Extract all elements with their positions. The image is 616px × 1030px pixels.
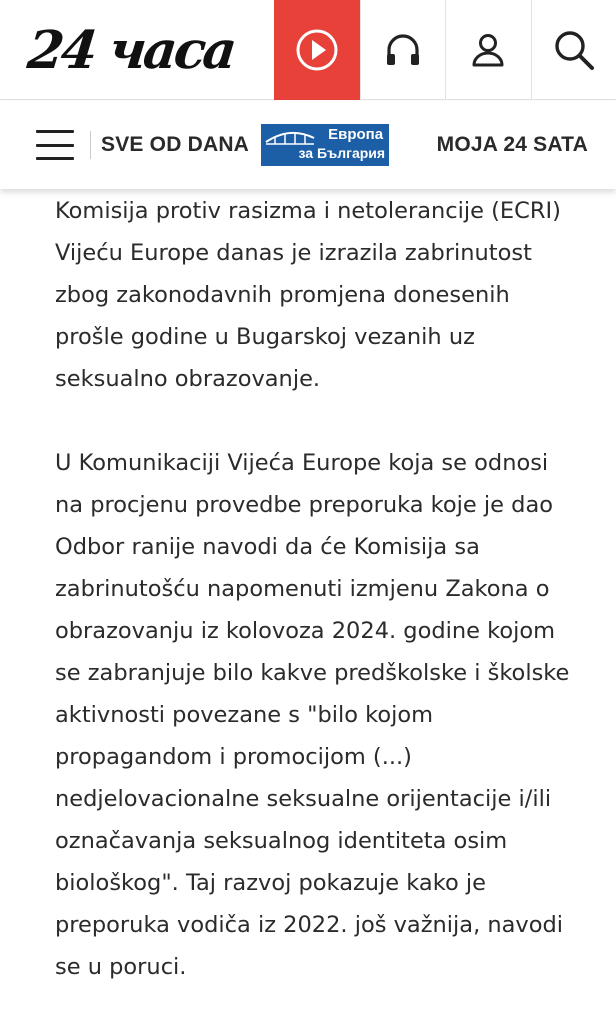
nav-divider [90,131,91,159]
menu-icon[interactable] [36,130,74,160]
europe-for-bulgaria-banner[interactable] [261,124,389,166]
moja-24-sata-link[interactable]: MOJA 24 SATA [437,133,588,157]
article-body [55,190,575,1030]
account-button[interactable] [445,0,531,100]
top-bar [0,0,616,100]
banner-line-1: Европа [328,126,383,143]
article-paragraph: Komisija protiv rasizma i netolerancije (ECRI) Vijeću Europe danas je izrazila zabrinutost zbog zakonodavnih promjena donesenih prošle godine u Bugarskoj vezanih uz seksualno obrazovanje. [55,190,575,400]
search-button[interactable] [531,0,616,100]
section-nav [0,101,616,189]
article-paragraph: U Komunikaciji Vijeća Europe koja se odnosi na procjenu provedbe preporuka koje je dao Odbor ranije navodi da će Komisija sa zabrinutošću napomenuti izmjenu Zakona o obrazovanju iz kolovoza 2024. godine kojom se zabranjuje bilo kakve predškolske i školske aktivnosti povezane s "bilo kojom propagandom i promocijom (...) nedjelovacionalne seksualne orijentacije i/ili označavanja seksualnog identiteta osim biološkog". Taj razvoj pokazuje kako je preporuka vodiča iz 2022. još važnija, navodi se u poruci. [55,442,575,988]
play-icon [294,27,340,73]
site-logo[interactable] [0,0,274,100]
sve-od-dana-link[interactable]: SVE OD DANA [101,133,249,157]
search-icon [552,28,596,72]
banner-line-2: за България [299,145,386,161]
logo-text: 24 часа [25,20,237,81]
headphones-icon [383,30,423,70]
play-button[interactable] [274,0,360,100]
user-icon [468,30,508,70]
audio-button[interactable] [360,0,446,100]
bridge-icon [265,128,315,146]
